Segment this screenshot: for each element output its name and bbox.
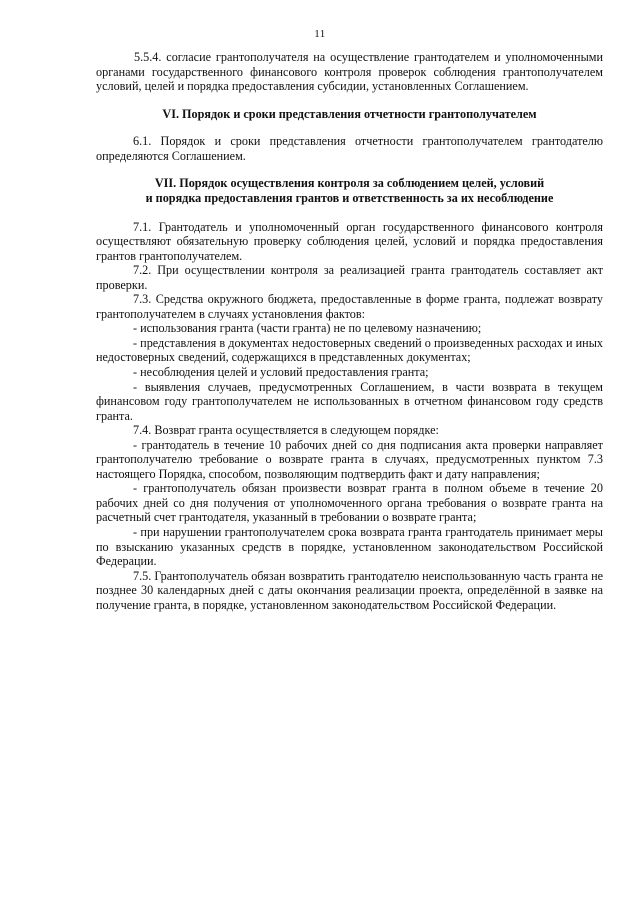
paragraph-7-2: 7.2. При осуществлении контроля за реализацией гранта грантодатель составляет акт проверки. (96, 263, 603, 292)
paragraph-7-3: 7.3. Средства окружного бюджета, предоставленные в форме гранта, подлежат возврату грантополучателем в случаях установления фактов: (96, 292, 603, 321)
paragraph-7-3-item-b: - представления в документах недостоверных сведений о произведенных расходах и иных недостоверных сведений, содержащихся в представленных документах; (96, 335, 603, 365)
paragraph-6-1: 6.1. Порядок и сроки представления отчетности грантополучателем грантодателю определяются Соглашением. (96, 134, 603, 163)
section-heading-7-line2: и порядка предоставления грантов и ответственность за их несоблюдение (145, 190, 554, 205)
paragraph-7-1: 7.1. Грантодатель и уполномоченный орган государственного финансового контроля осуществляют обязательную проверку соблюдения целей, условий и порядка предоставления грантов грантополучателем. (96, 219, 603, 263)
section-heading-6: VI. Порядок и сроки представления отчетности грантополучателем (162, 106, 537, 121)
page-number: 11 (314, 28, 326, 40)
paragraph-7-4-item-a: - грантодатель в течение 10 рабочих дней со дня подписания акта проверки направляет грантополучателю требование о возврате гранта в случаях, предусмотренных пунктом 7.3 настоящего Порядка, способом, позволяющим подтвердить факт и дату направления; (96, 437, 603, 481)
section-heading-7-line1: VII. Порядок осуществления контроля за соблюдением целей, условий (154, 176, 545, 191)
paragraph-7-4-item-b: - грантополучатель обязан произвести возврат гранта в полном объеме в течение 20 рабочих дней со дня получения от уполномоченного органа требования о возврате гранта на расчетный счет грантодателя, указанный в требовании о возврате гранта; (96, 481, 603, 525)
document-body (96, 50, 603, 612)
paragraph-7-3-item-a: - использования гранта (части гранта) не по целевому назначению; (133, 321, 482, 336)
paragraph-7-4-item-c: - при нарушении грантополучателем срока возврата гранта грантодатель принимает меры по взысканию указанных средств в порядке, установленном законодательством Российской Федерации. (96, 525, 603, 569)
paragraph-7-4: 7.4. Возврат гранта осуществляется в следующем порядке: (133, 423, 439, 438)
paragraph-5-5-4: 5.5.4. согласие грантополучателя на осуществление грантодателем и уполномоченными органами государственного финансового контроля проверок соблюдения грантополучателем условий, целей и порядка предоставления субсидии, установленных Соглашением. (96, 50, 603, 94)
paragraph-7-3-item-d: - выявления случаев, предусмотренных Соглашением, в части возврата в текущем финансовом году грантополучателем не использованных в отчетном финансовом году средств гранта. (96, 379, 603, 423)
paragraph-7-5: 7.5. Грантополучатель обязан возвратить грантодателю неиспользованную часть гранта не позднее 30 календарных дней с даты окончания реализации проекта, определённой в заявке на получение гранта, в порядке, установленном законодательством Российской Федерации. (96, 568, 603, 612)
paragraph-7-3-item-c: - несоблюдения целей и условий предоставления гранта; (133, 364, 429, 379)
